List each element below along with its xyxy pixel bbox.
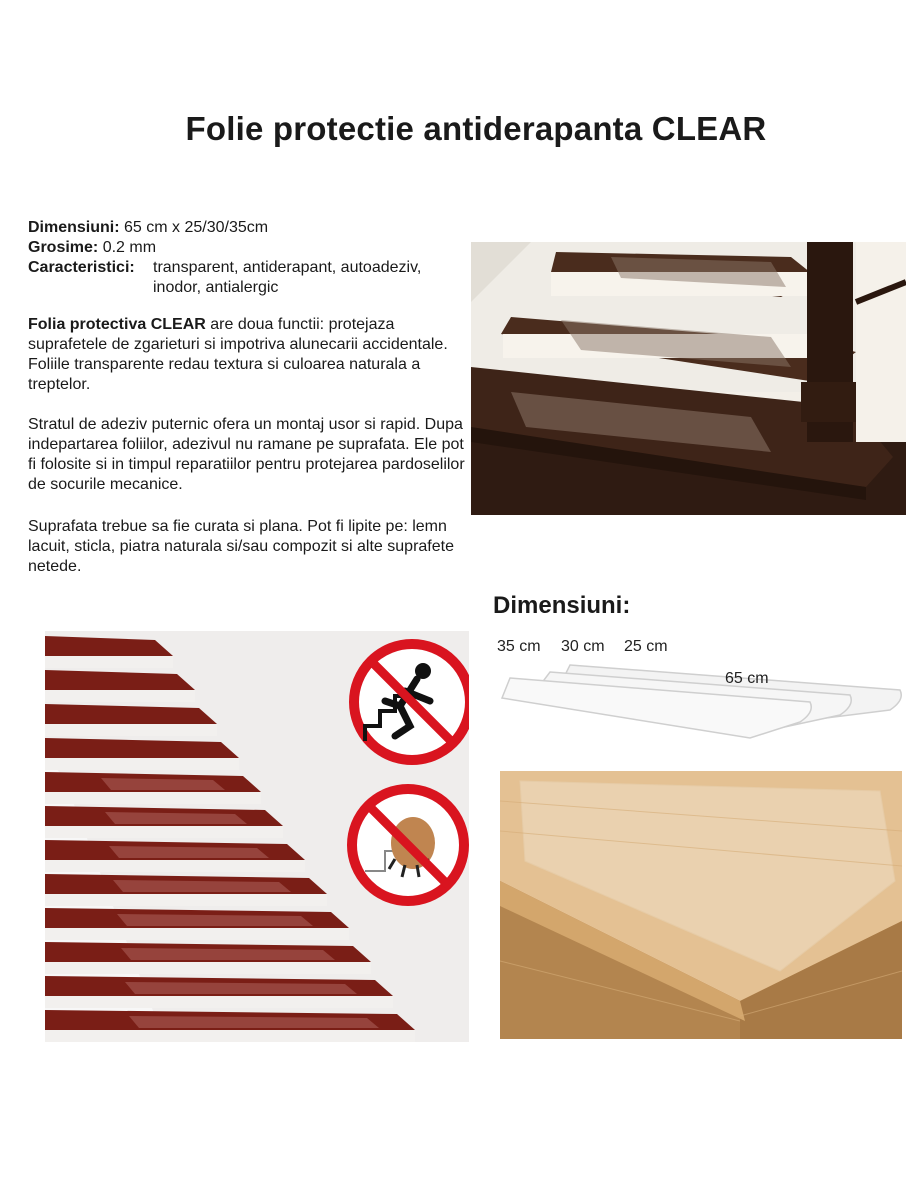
spec-dimensions — [28, 218, 268, 238]
stair-riser — [45, 656, 173, 668]
stair-riser — [45, 962, 371, 974]
product-name: Folia protectiva CLEAR — [28, 316, 206, 333]
description-text-1: are doua functii: protejaza suprafetele de zgarieturi si impotriva alunecarii accidentale. Foliile transparente redau textura si culoarea naturala a treptelor. — [28, 316, 448, 393]
stair-riser — [45, 894, 327, 906]
length-label-65: 65 cm — [725, 670, 769, 687]
staircase-photo-dark — [471, 242, 906, 515]
spec-thickness — [28, 238, 156, 258]
stair-riser — [45, 1030, 415, 1042]
description-paragraph-3: Suprafata trebue sa fie curata si plana. Pot fi lipite pe: lemn lacuit, sticla, piatra naturala si/sau compozit si alte suprafete netede. — [28, 518, 454, 575]
width-label-35: 35 cm — [497, 638, 541, 655]
oak-step-photo — [500, 771, 902, 1039]
dimensions-heading: Dimensiuni: — [493, 592, 631, 619]
spec-thickness-value: 0.2 mm — [102, 239, 157, 256]
spec-features-value: transparent, antiderapant, autoadeziv, inodor, antialergic — [153, 259, 422, 296]
stair-riser — [45, 758, 239, 770]
clear-strip — [125, 982, 357, 994]
width-label-25: 25 cm — [624, 638, 668, 655]
page-title: Folie protectie antiderapanta CLEAR — [185, 110, 767, 147]
spec-features — [28, 258, 422, 296]
stair-riser — [45, 690, 195, 702]
stair-riser — [45, 860, 305, 872]
dimensions-diagram — [490, 630, 910, 750]
spec-thickness-label: Grosime: — [28, 239, 99, 256]
width-label-30: 30 cm — [561, 638, 605, 655]
stair-riser — [45, 826, 283, 838]
stair-riser — [45, 996, 393, 1008]
spec-dimensions-value: 65 cm x 25/30/35cm — [124, 219, 269, 236]
staircase-photo-red — [45, 631, 469, 1042]
spec-features-label: Caracteristici: — [28, 259, 135, 276]
description-paragraph-2: Stratul de adeziv puternic ofera un montaj usor si rapid. Dupa indepartarea foliilor, adezivul nu ramane pe suprafata. Ele pot fi folosite si in timpul reparatiilor pentru protejarea pardoselilor de socurile mecanice. — [28, 416, 465, 493]
description-paragraph-1 — [28, 315, 473, 395]
stair-riser — [45, 928, 349, 940]
spec-dimensions-label: Dimensiuni: — [28, 219, 120, 236]
stair-riser — [45, 792, 261, 804]
stair-riser — [45, 724, 217, 736]
clear-strip — [129, 1016, 379, 1028]
